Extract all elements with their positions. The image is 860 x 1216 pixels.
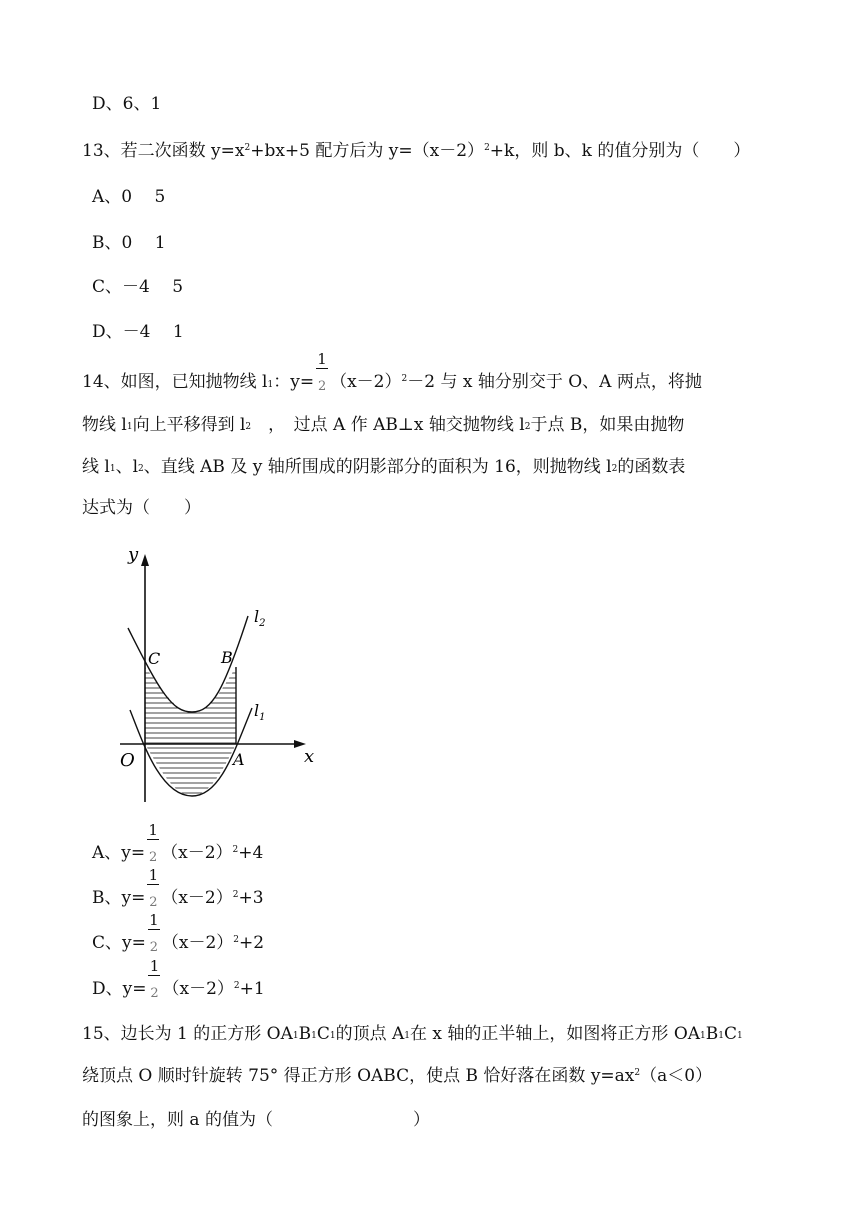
q14-l1-d: －2 与 x 轴分别交于 O、A 两点，将抛 xyxy=(407,372,702,392)
point-a-label: A xyxy=(233,750,245,769)
q14-option-b: B、y= $\frac{1}{2}(x-2)^2+3$ xyxy=(92,865,264,910)
q14-l1-sub: 1 xyxy=(267,379,274,390)
y-axis-arrow xyxy=(141,554,149,566)
q14-l2-sub1: 1 xyxy=(126,422,133,432)
q13-option-b: B、0 1 xyxy=(92,233,166,253)
point-b-label: B xyxy=(221,648,233,667)
q14-l1-sup: 2 xyxy=(401,374,408,384)
q14-l1-a: 14、如图，已知抛物线 l xyxy=(82,372,268,392)
q15-line-3: 的图象上，则 a 的值为（ ） xyxy=(82,1110,430,1130)
q14-option-c: C、y= $\frac{1}{2}(x-2)^2+2$ xyxy=(92,910,265,955)
q13-stem-c: +k，则 b、k 的值分别为（ ） xyxy=(489,141,751,161)
q14-line-4: 达式为（ ） xyxy=(82,498,201,518)
q13-option-d: D、－4 1 xyxy=(92,322,184,342)
q14-line-2 xyxy=(82,414,684,436)
q14-line-1 xyxy=(82,349,702,394)
q14-option-d: D、y= $\frac{1}{2}(x-2)^2+1$ xyxy=(92,956,265,1001)
q13-stem-b: +bx+5 配方后为 y=（x－2） xyxy=(250,141,485,161)
q14-l2-d: 于点 B，如果由抛物 xyxy=(530,415,685,435)
q14-fraction xyxy=(315,349,329,394)
point-c-label: C xyxy=(148,649,161,668)
q12-option-d: D、6、1 xyxy=(92,94,162,114)
q15-line-2: 绕顶点 O 顺时针旋转 75° 得正方形 OABC，使点 B 恰好落在函数 $y=ax^2(a<0)$ xyxy=(82,1066,713,1086)
q13-sup1: 2 xyxy=(244,143,251,153)
q14-l3-d: 的函数表 xyxy=(617,457,686,477)
q14-l3-sub2: 2 xyxy=(138,464,144,474)
q14-l2-c: ， 过点 A 作 AB⊥x 轴交抛物线 l xyxy=(251,415,525,435)
q14-frac-den: 2 xyxy=(317,378,327,394)
q13-stem xyxy=(82,140,750,162)
q13-stem-a: 13、若二次函数 y=x xyxy=(82,141,245,161)
q14-frac-num: 1 xyxy=(317,349,327,368)
q14-l3-sub1: 1 xyxy=(109,464,116,474)
q14-l1-b: ：y= xyxy=(273,372,315,392)
q14-l2-sub3: 2 xyxy=(524,422,531,432)
q15-line-1: 15、边长为 1 的正方形 $OA_1B_1C_1$的顶点 $A_1$在 x 轴的正半轴上，如图将正方形 $OA_1B_1C_1$ xyxy=(82,1024,743,1044)
curve-l1-label: $l_1$ xyxy=(254,701,266,723)
q14-option-a: A、y= $\frac{1}{2}(x-2)^2+4$ xyxy=(92,820,264,865)
curve-l2-label: $l_2$ xyxy=(254,607,266,629)
y-label: y xyxy=(128,544,139,565)
q14-l2-b: 向上平移得到 l xyxy=(132,415,246,435)
q14-l1-c: （x－2） xyxy=(330,372,402,392)
q14-parabola-figure xyxy=(100,540,330,805)
q13-sup2: 2 xyxy=(484,143,490,153)
q14-l2-sub2: 2 xyxy=(245,422,252,432)
q14-l3-b: 、l xyxy=(115,457,139,477)
q14-l2-a: 物线 l xyxy=(82,415,127,435)
q14-l3-sub3: 2 xyxy=(611,464,618,474)
q14-line-3 xyxy=(82,456,685,478)
q13-option-c: C、－4 5 xyxy=(92,277,184,297)
q14-l3-a: 线 l xyxy=(82,457,110,477)
point-o-label: O xyxy=(120,750,135,771)
x-label: x xyxy=(304,746,315,767)
q13-option-a: A、0 5 xyxy=(92,187,166,207)
q14-l3-c: 、直线 AB 及 y 轴所围成的阴影部分的面积为 16，则抛物线 l xyxy=(143,457,612,477)
